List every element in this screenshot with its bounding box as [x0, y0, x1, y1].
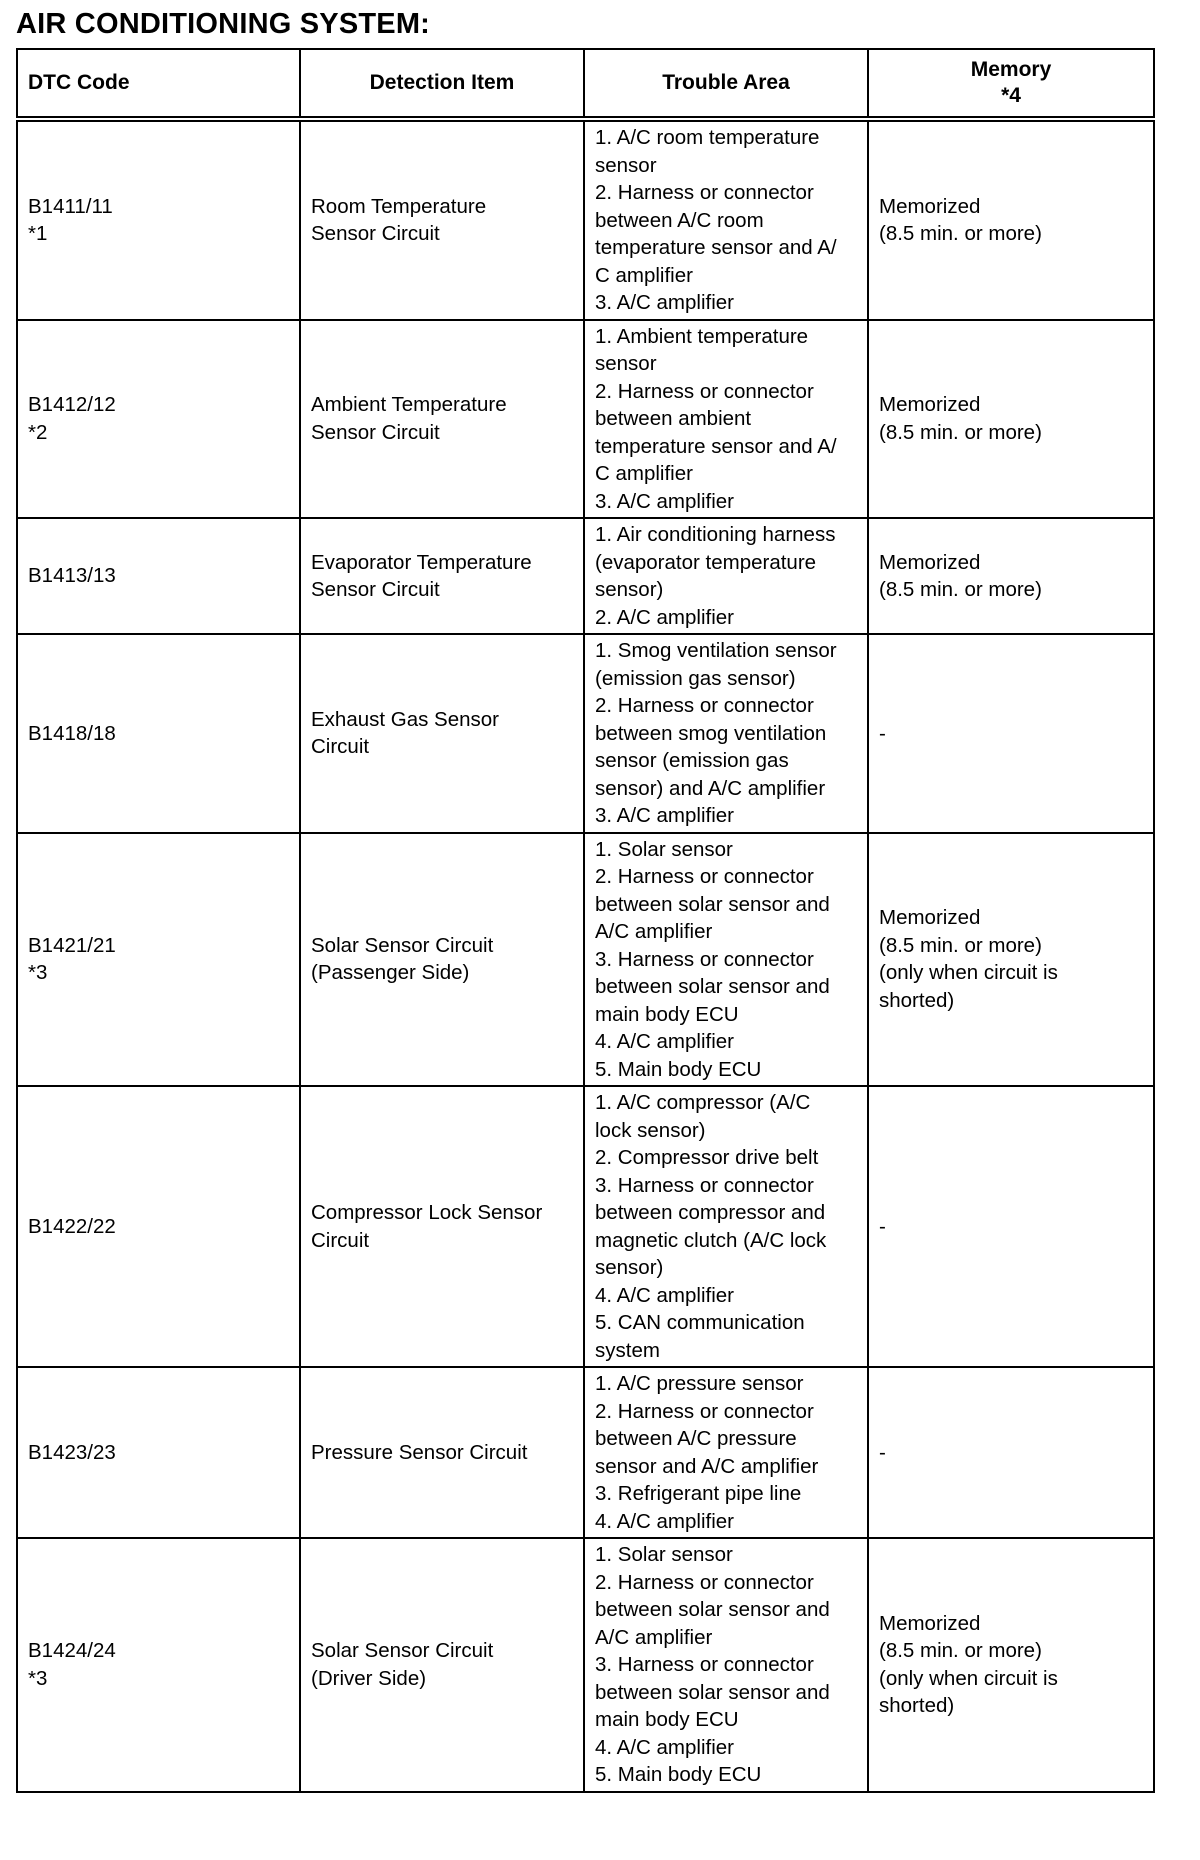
trouble-area-item: 4. A/C amplifier [595, 1509, 734, 1533]
table-row [17, 518, 1154, 634]
dtc-code-cell: B1411/11 *1 [17, 119, 300, 320]
dtc-code-cell: B1422/22 [17, 1086, 300, 1367]
trouble-area-list [595, 637, 857, 830]
trouble-area-cell [584, 518, 868, 634]
trouble-area-item: 5. Main body ECU [595, 1763, 762, 1786]
trouble-area-item: 3. Harness or connector between solar sensor and main body ECU [595, 947, 830, 1026]
detection-item-cell: Exhaust Gas Sensor Circuit [300, 634, 584, 833]
memory-cell: - [868, 634, 1154, 833]
trouble-area-item: 4. A/C amplifier [595, 1283, 734, 1307]
memory-cell: Memorized (8.5 min. or more) [868, 119, 1154, 320]
trouble-area-list [595, 1541, 857, 1789]
trouble-area-item: 2. Harness or connector between smog ventilation sensor (emission gas sensor) and A/C amplifier [595, 694, 827, 800]
trouble-area-item: 1. Air conditioning harness (evaporator temperature sensor) [595, 523, 836, 601]
table-row [17, 634, 1154, 833]
detection-item-cell: Solar Sensor Circuit (Passenger Side) [300, 833, 584, 1087]
trouble-area-list [595, 323, 857, 516]
trouble-area-item: 1. A/C pressure sensor [595, 1372, 804, 1395]
trouble-area-item: 3. A/C amplifier [595, 489, 734, 513]
trouble-area-item: 2. Harness or connector between ambient temperature sensor and A/ C amplifier [595, 379, 837, 485]
trouble-area-item: 3. Refrigerant pipe line [595, 1482, 802, 1505]
trouble-area-item: 3. Harness or connector between compressor and magnetic clutch (A/C lock sensor) [595, 1173, 827, 1279]
table-header-row [17, 49, 1154, 119]
trouble-area-item: 1. A/C room temperature sensor [595, 126, 820, 177]
trouble-area-item: 4. A/C amplifier [595, 1030, 734, 1053]
trouble-area-list [595, 1370, 857, 1535]
memory-cell: - [868, 1367, 1154, 1538]
trouble-area-cell [584, 1367, 868, 1538]
trouble-area-item: 3. A/C amplifier [595, 291, 734, 314]
trouble-area-cell [584, 1086, 868, 1367]
trouble-area-item: 1. Solar sensor [595, 837, 733, 861]
trouble-area-item: 2. Harness or connector between A/C pressure sensor and A/C amplifier [595, 1399, 819, 1478]
trouble-area-item: 1. Solar sensor [595, 1543, 733, 1566]
trouble-area-item: 3. Harness or connector between solar sensor and main body ECU [595, 1653, 830, 1731]
dtc-code-cell: B1413/13 [17, 518, 300, 634]
table-row [17, 1086, 1154, 1367]
table-row [17, 320, 1154, 519]
memory-cell: Memorized (8.5 min. or more) [868, 518, 1154, 634]
trouble-area-item: 4. A/C amplifier [595, 1735, 734, 1759]
memory-cell: - [868, 1086, 1154, 1367]
detection-item-cell: Room Temperature Sensor Circuit [300, 119, 584, 320]
trouble-area-list [595, 521, 857, 631]
trouble-area-item: 3. A/C amplifier [595, 804, 734, 827]
dtc-code-cell: B1418/18 [17, 634, 300, 833]
trouble-area-list [595, 836, 857, 1084]
memory-cell: Memorized (8.5 min. or more) (only when circuit is shorted) [868, 833, 1154, 1087]
trouble-area-cell [584, 634, 868, 833]
trouble-area-cell [584, 320, 868, 519]
trouble-area-item: 2. Harness or connector between A/C room temperature sensor and A/ C amplifier [595, 181, 837, 287]
trouble-area-item: 1. Smog ventilation sensor (emission gas sensor) [595, 639, 837, 690]
trouble-area-item: 1. Ambient temperature sensor [595, 324, 809, 375]
table-row [17, 833, 1154, 1087]
trouble-area-item: 2. Harness or connector between solar sensor and A/C amplifier [595, 1570, 830, 1649]
detection-item-cell: Pressure Sensor Circuit [300, 1367, 584, 1538]
trouble-area-item: 2. Harness or connector between solar sensor and A/C amplifier [595, 865, 830, 943]
header-trouble-area: Trouble Area [584, 49, 868, 119]
memory-cell: Memorized (8.5 min. or more) [868, 320, 1154, 519]
trouble-area-item: 5. CAN communication system [595, 1311, 805, 1362]
detection-item-cell: Solar Sensor Circuit (Driver Side) [300, 1538, 584, 1792]
table-row [17, 1538, 1154, 1792]
detection-item-cell: Ambient Temperature Sensor Circuit [300, 320, 584, 519]
trouble-area-cell [584, 833, 868, 1087]
dtc-code-cell: B1412/12 *2 [17, 320, 300, 519]
page-title: AIR CONDITIONING SYSTEM: [16, 8, 431, 40]
table-body [17, 119, 1154, 1792]
dtc-table [16, 48, 1155, 1793]
trouble-area-item: 5. Main body ECU [595, 1057, 762, 1081]
table-row [17, 119, 1154, 320]
detection-item-cell: Compressor Lock Sensor Circuit [300, 1086, 584, 1367]
trouble-area-list [595, 124, 857, 317]
trouble-area-item: 2. A/C amplifier [595, 605, 734, 629]
header-dtc-code: DTC Code [17, 49, 300, 119]
trouble-area-cell [584, 1538, 868, 1792]
dtc-code-cell: B1423/23 [17, 1367, 300, 1538]
dtc-code-cell: B1421/21 *3 [17, 833, 300, 1087]
trouble-area-list [595, 1089, 857, 1364]
header-memory: Memory *4 [868, 49, 1154, 119]
header-detection-item: Detection Item [300, 49, 584, 119]
dtc-code-cell: B1424/24 *3 [17, 1538, 300, 1792]
trouble-area-item: 2. Compressor drive belt [595, 1146, 819, 1169]
trouble-area-cell [584, 119, 868, 320]
trouble-area-item: 1. A/C compressor (A/C lock sensor) [595, 1091, 811, 1142]
table-row [17, 1367, 1154, 1538]
memory-cell: Memorized (8.5 min. or more) (only when circuit is shorted) [868, 1538, 1154, 1792]
detection-item-cell: Evaporator Temperature Sensor Circuit [300, 518, 584, 634]
